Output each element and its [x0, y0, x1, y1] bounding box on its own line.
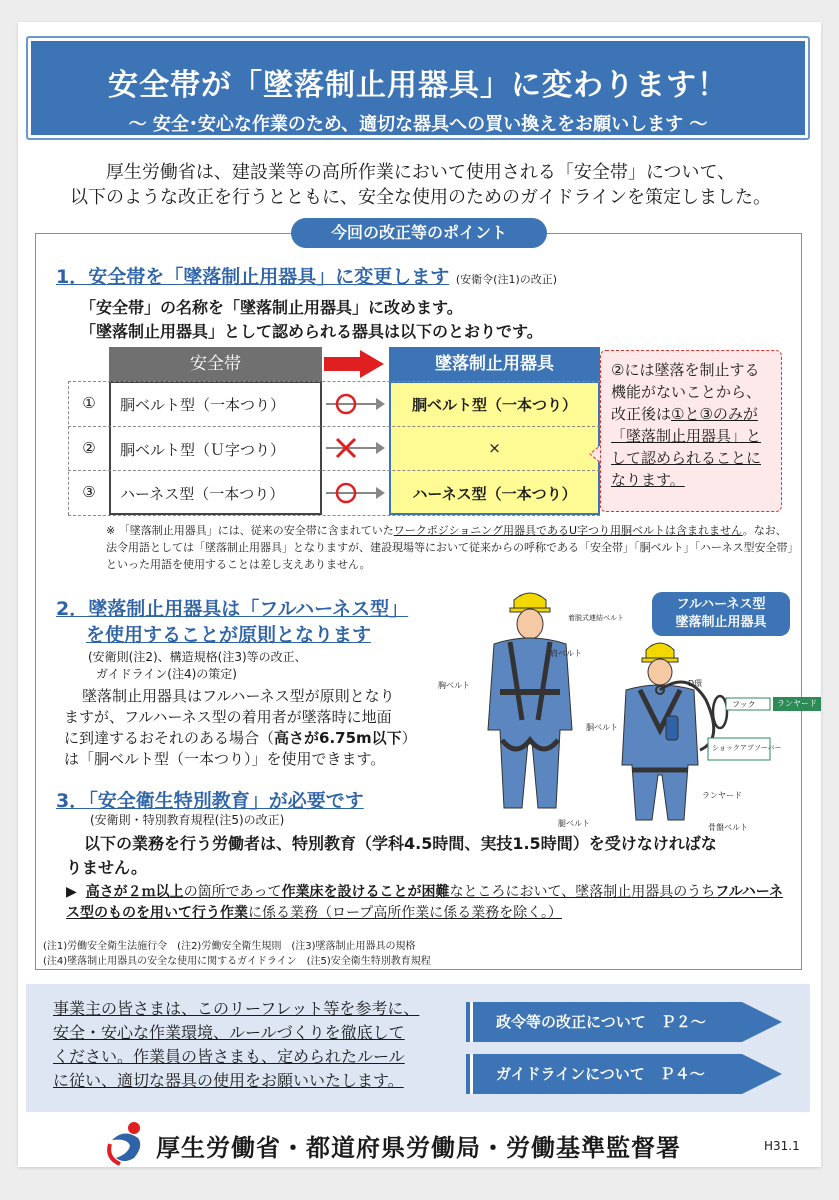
- section3-body-1: 以下の業務を行う労働者は、特別教育（学科4.5時間、実技1.5時間）を受けなければな: [84, 834, 717, 853]
- section2-body-1: 墜落制止用器具はフルハーネス型が原則となり: [82, 687, 395, 705]
- section1-footnote: [106, 522, 796, 573]
- section1-ref: (安衛令(注1)の改正): [455, 273, 558, 286]
- footnote-c: 。なお、法令用語としては「墜落制止用器具」となりますが、建設現場等において従来からの呼称である「安全帯」「胴ベルト」「ハーネス型安全帯」といった用語を使用することは差し支えありません。: [106, 524, 793, 571]
- bl-g: に係る業務（ロープ高所作業に係る業務を除く。）: [248, 905, 563, 921]
- section1-desc: [80, 296, 543, 344]
- table-head-new: 墜落制止用器具: [389, 347, 600, 381]
- page-subtitle: ～ 安全･安心な作業のため、適切な器具への買い換えをお願いします ～: [128, 114, 708, 135]
- table-row-line: [68, 470, 600, 471]
- red-arrow-icon: [324, 348, 386, 380]
- row3-new: ハーネス型（一本つり）: [412, 485, 577, 503]
- label-lanyard: ランヤード: [702, 791, 742, 800]
- bullet-icon: ▶: [66, 884, 77, 900]
- row3-old: ハーネス型（一本つり）: [120, 485, 285, 503]
- bottom-line-3: ください。作業員の皆さまも、定められたルール: [53, 1047, 405, 1066]
- header-banner: [26, 36, 810, 140]
- bl-a: 高さが２ｍ以上: [85, 884, 184, 900]
- points-label: 今回の改正等のポイント: [291, 218, 547, 248]
- bl-d: なところにおいて、墜落制止用器具のう: [449, 884, 702, 900]
- section1-title: 1．安全帯を「墜落制止用器具」に変更します: [56, 266, 450, 288]
- ng-arrow-icon: [324, 436, 386, 460]
- section3-title-wrap: [56, 786, 364, 813]
- label-shoulder-belt: 肩ベルト: [550, 649, 582, 658]
- ok-arrow-icon: [324, 481, 386, 505]
- section2-body-3a: に到達するおそれのある場合（: [64, 729, 275, 747]
- row2-new: ×: [488, 439, 501, 457]
- note-callout: [600, 350, 782, 512]
- row1-num: ①: [82, 394, 96, 412]
- table-row-line: [68, 381, 600, 382]
- note-text: ②には墜落を制止する機能がないことから、改正後は: [611, 361, 762, 423]
- label-leg: 腿ベルト: [558, 819, 590, 828]
- label-dring: D環: [688, 679, 703, 688]
- harness-callout-2: 墜落制止用器具: [675, 615, 767, 630]
- section2-title: [56, 596, 408, 648]
- footer-date: H31.1: [764, 1139, 800, 1153]
- table-row-line: [68, 515, 600, 516]
- section2-title-1: 2．墜落制止用器具は「フルハーネス型」: [56, 598, 409, 620]
- link-regulation-button[interactable]: 政令等の改正について Ｐ２～: [496, 1013, 706, 1031]
- label-chest: 胸ベルト: [438, 681, 470, 690]
- bl-c: 作業床を設けることが困難: [281, 884, 450, 900]
- section2-ref-1: (安衛則(注2)、構造規格(注3)等の改正、: [88, 650, 307, 664]
- section2-body-3c: ）: [401, 729, 417, 747]
- section3-bullet: [66, 882, 796, 924]
- footnote-a: 「墜落制止用器具」には、従来の安全帯に含まれていた: [118, 524, 394, 537]
- section2-height-limit: 高さが6.75m以下: [274, 729, 402, 747]
- footnote-b: ワークポジショニング用器具であるU字つり用胴ベルトは含まれません: [393, 524, 743, 537]
- leaflet-page: [18, 22, 821, 1167]
- label-torso: 胴ベルト: [586, 723, 618, 732]
- ok-arrow-icon: [324, 392, 386, 416]
- label-seat: 骨盤ベルト: [708, 823, 748, 832]
- row1-old: 胴ベルト型（一本つり）: [120, 396, 286, 414]
- bl-e: ち: [701, 884, 716, 900]
- section2-body-4: は「胴ベルト型（一本つり）」を使用できます。: [64, 750, 386, 768]
- label-shock: ショックアブソーバー: [712, 744, 782, 752]
- mhlw-logo-icon: [104, 1118, 152, 1166]
- section1-desc-1: 「安全帯」の名称を「墜落制止用器具」に改めます。: [80, 298, 463, 317]
- note-underlined: ①と③のみが「墜落制止用器具」として認められることになります。: [611, 405, 762, 489]
- row3-num: ③: [82, 483, 96, 501]
- intro-line-1: 厚生労働省は、建設業等の高所作業において使用される「安全帯」について、: [105, 162, 736, 183]
- footnote-mark: ※: [106, 524, 116, 537]
- section1-desc-2: 「墜落制止用器具」として認められる器具は以下のとおりです。: [80, 322, 543, 341]
- section3-body: [66, 832, 796, 880]
- table-head-old: 安全帯: [109, 347, 322, 381]
- bottom-message: [53, 997, 463, 1093]
- notes-line-2: (注4)墜落制止用器具の安全な使用に関するガイドライン (注5)安全衛生特別教育規程: [43, 956, 431, 967]
- label-lanyard-bracket: ランヤード: [773, 697, 821, 711]
- link-guideline-button[interactable]: ガイドラインについて Ｐ４～: [496, 1065, 705, 1083]
- section3-ref: (安衛則・特別教育規程(注5)の改正): [90, 813, 285, 827]
- label-hook: フック: [732, 700, 756, 709]
- bottom-line-4: に従い、適切な器具の使用をお願いいたします。: [53, 1071, 404, 1090]
- section2-ref-2: ガイドライン(注4)の策定): [96, 667, 237, 681]
- row2-old: 胴ベルト型（Ｕ字つり）: [120, 441, 286, 459]
- section3-body-2: りません。: [66, 858, 147, 877]
- bl-b: の箇所であって: [183, 884, 282, 900]
- bottom-line-1: 事業主の皆さまは、このリーフレット等を参考に、: [53, 999, 420, 1018]
- page-title: 安全帯が「墜落制止用器具」に変わります！: [108, 68, 728, 103]
- section2-body-2: ますが、フルハーネス型の着用者が墜落時に地面: [64, 708, 392, 726]
- section1-title-wrap: [56, 262, 557, 289]
- intro-line-2: 以下のような改正を行うとともに、安全な使用のためのガイドラインを策定しました。: [70, 187, 771, 208]
- label-shoulder: 着脱式連結ベルト: [568, 614, 624, 622]
- notes: [43, 939, 431, 969]
- section2-title-2: を使用することが原則となります: [86, 624, 372, 646]
- intro-text: [38, 160, 803, 210]
- bl-f: フルハーネス型のものを用いて行う作業: [66, 884, 784, 921]
- harness-callout-1: フルハーネス型: [676, 597, 766, 612]
- section2-body: [64, 686, 474, 770]
- row1-new: 胴ベルト型（一本つり）: [411, 396, 577, 414]
- row2-num: ②: [82, 439, 96, 457]
- table-row-line: [68, 426, 600, 427]
- footer-org: 厚生労働省・都道府県労働局・労働基準監督署: [156, 1134, 681, 1162]
- bottom-line-2: 安全・安心な作業環境、ルールづくりを徹底して: [53, 1023, 405, 1042]
- notes-line-1: (注1)労働安全衛生法施行令 (注2)労働安全衛生規則 (注3)墜落制止用器具の規格: [43, 941, 416, 952]
- section2-ref: [88, 649, 307, 683]
- harness-callout: [652, 592, 790, 636]
- worker-front: [488, 593, 572, 808]
- section3-title: 3．「安全衛生特別教育」が必要です: [56, 790, 364, 812]
